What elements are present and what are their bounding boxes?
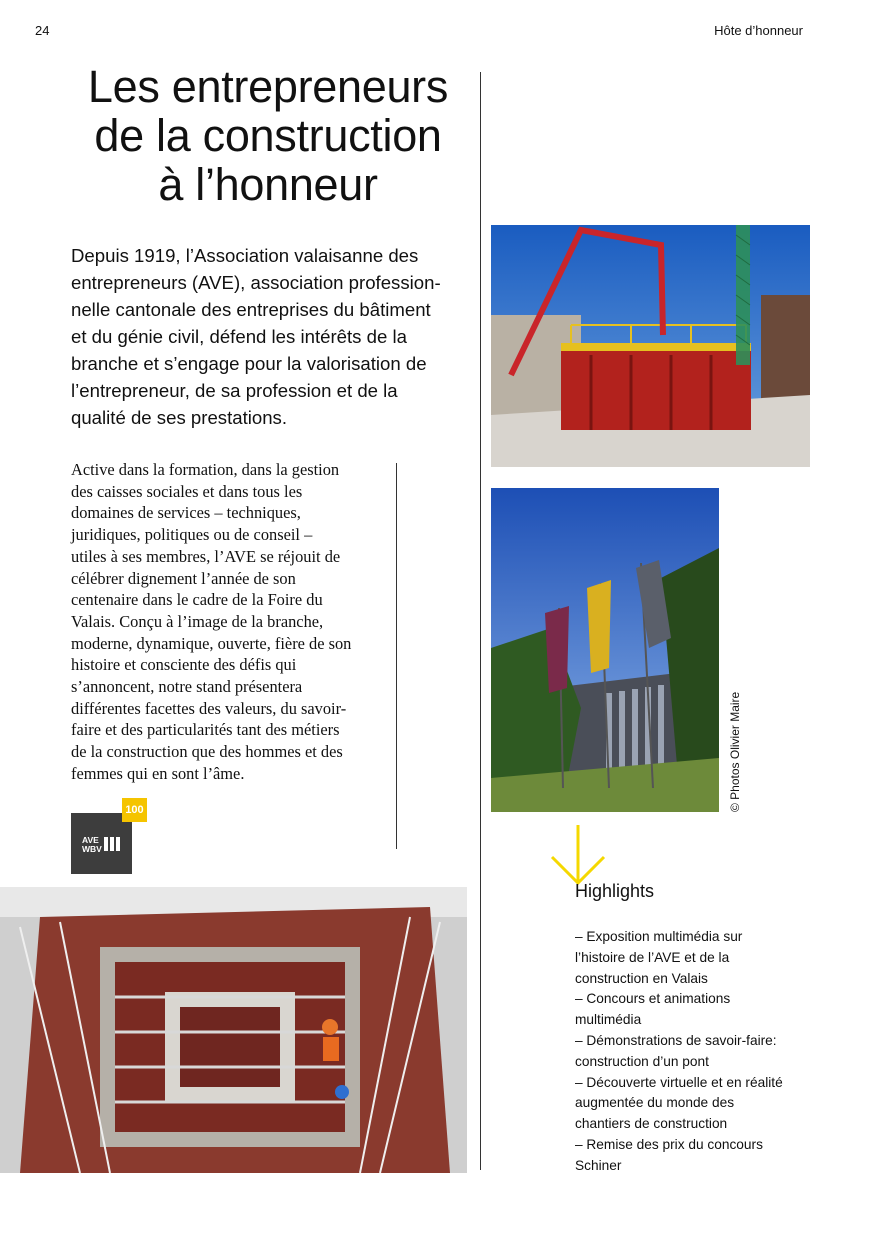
arrow-down-icon xyxy=(549,823,609,889)
body-line: moderne, dynamique, ouverte, fière de son xyxy=(71,633,352,653)
body-line: femmes qui en sont l’âme. xyxy=(71,763,245,783)
body-line: Active dans la formation, dans la gestion xyxy=(71,460,340,479)
title-line: de la construction xyxy=(94,110,442,161)
title-line: à l’honneur xyxy=(158,159,378,210)
body-line: domaines de services – techniques, xyxy=(71,503,301,523)
body-paragraph xyxy=(71,459,391,785)
building-banners-photo xyxy=(491,488,719,812)
lead-line: Depuis 1919, l’Association valaisanne des xyxy=(71,245,419,266)
highlight-line: chantiers de construction xyxy=(575,1116,728,1132)
highlights-list xyxy=(575,927,815,1177)
body-divider xyxy=(396,463,397,849)
lead-line: qualité de ses prestations. xyxy=(71,407,288,428)
highlight-line: Schiner xyxy=(575,1157,622,1173)
section-label: Hôte d’honneur xyxy=(714,23,803,38)
lead-line: entrepreneurs (AVE), association profession- xyxy=(71,272,441,293)
highlights-title: Highlights xyxy=(575,881,655,901)
highlight-line: – Exposition multimédia sur xyxy=(575,929,743,944)
highlight-line: construction en Valais xyxy=(575,970,708,986)
logo-line: WBV xyxy=(82,843,102,854)
logo-badge: 100 xyxy=(122,798,147,822)
highlight-line: augmentée du monde des xyxy=(575,1095,735,1111)
lead-line: nelle cantonale des entreprises du bâtiment xyxy=(71,299,431,320)
lead-line: l’entrepreneur, de sa profession et de la xyxy=(71,380,398,401)
logo-line: AVE xyxy=(82,835,99,845)
highlight-line: l’histoire de l’AVE et de la xyxy=(575,949,730,965)
column-divider xyxy=(480,72,481,1170)
article-title xyxy=(62,62,474,209)
body-line: différentes facettes des valeurs, du savoir- xyxy=(71,698,347,718)
highlight-line: – Découverte virtuelle et en réalité xyxy=(575,1074,783,1090)
lead-line: et du génie civil, défend les intérêts de la xyxy=(71,326,407,347)
body-line: des caisses sociales et dans tous les xyxy=(71,481,303,501)
body-line: histoire et consciente des défis qui xyxy=(71,655,297,675)
formwork-aerial-photo xyxy=(0,887,467,1173)
highlight-line: – Concours et animations xyxy=(575,991,731,1007)
photo-credit: © Photos Olivier Maire xyxy=(728,691,742,812)
body-line: utiles à ses membres, l’AVE se réjouit de xyxy=(71,546,341,566)
highlight-line: multimédia xyxy=(575,1012,642,1028)
body-line: centenaire dans le cadre de la Foire du xyxy=(71,590,323,610)
lead-line: branche et s’engage pour la valorisation de xyxy=(71,353,427,374)
construction-site-photo xyxy=(491,225,810,467)
page-number: 24 xyxy=(35,23,50,38)
body-line: de la construction que des hommes et des xyxy=(71,742,343,762)
highlight-line: – Démonstrations de savoir-faire: xyxy=(575,1032,777,1048)
lead-paragraph xyxy=(71,242,476,431)
body-line: célébrer dignement l’année de son xyxy=(71,568,296,588)
body-line: juridiques, politiques ou de conseil – xyxy=(71,525,313,545)
title-line: Les entrepreneurs xyxy=(87,61,449,112)
logo-text xyxy=(82,836,102,853)
body-line: faire et des particularités tant des métiers xyxy=(71,720,340,740)
body-line: s’annoncent, notre stand présentera xyxy=(71,677,303,697)
highlight-line: construction d’un pont xyxy=(575,1053,709,1069)
highlight-line: – Remise des prix du concours xyxy=(575,1136,763,1152)
body-line: Valais. Conçu à l’image de la branche, xyxy=(71,611,324,631)
